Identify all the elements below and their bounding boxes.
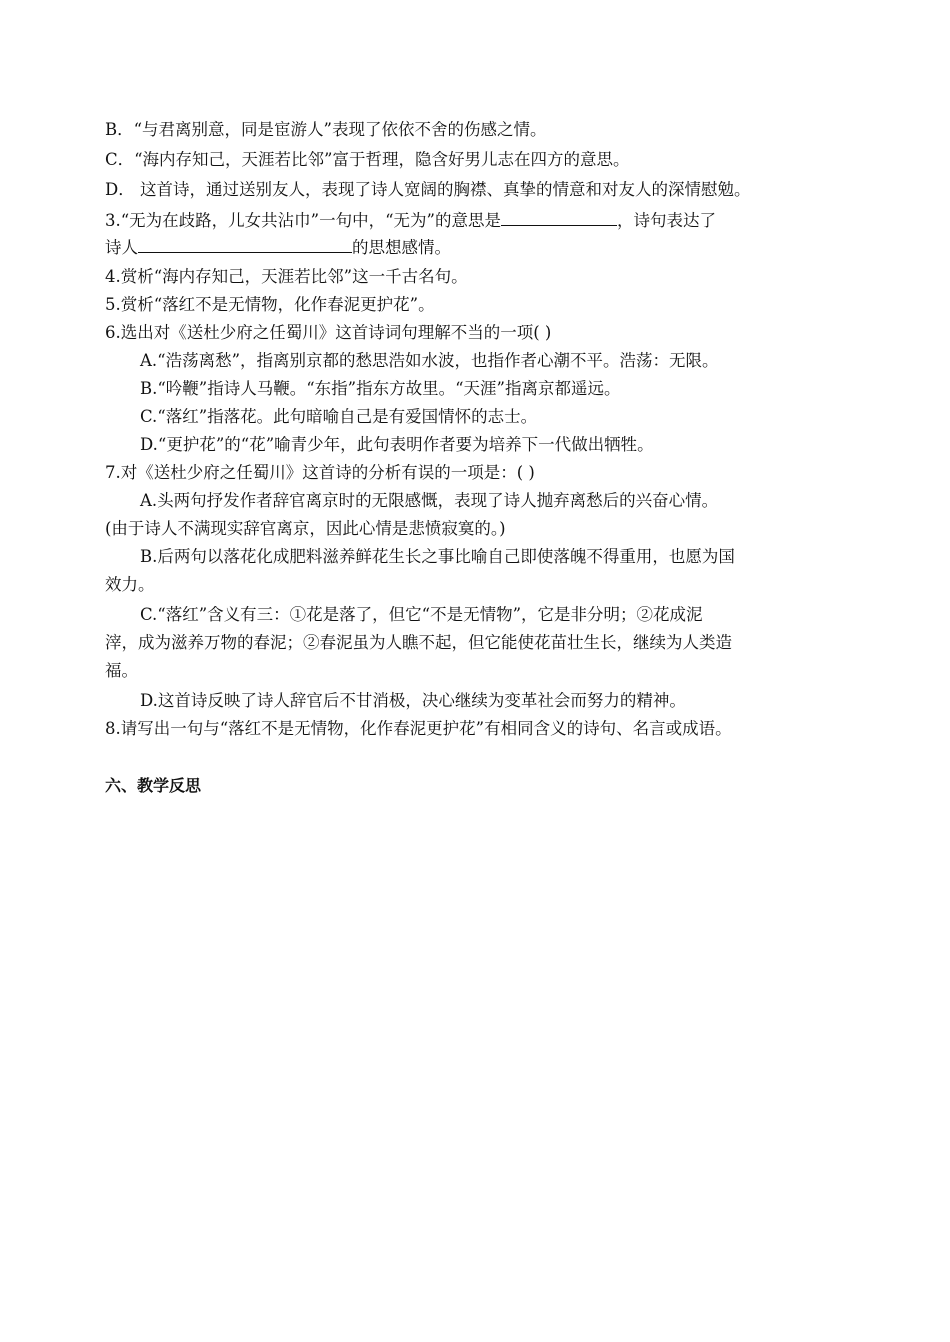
question-4: 4.赏析“海内存知己，天涯若比邻”这一千古名句。 (105, 267, 468, 286)
option-c: C．“海内存知己，天涯若比邻”富于哲理，隐含好男儿志在四方的意思。 (105, 150, 630, 169)
option-b: B．“与君离别意，同是宦游人”表现了依依不舍的伤感之情。 (105, 120, 547, 139)
question-6-option-d: D.“更护花”的“花”喻青少年，此句表明作者要为培养下一代做出牺牲。 (140, 435, 654, 454)
question-3-line-1 (105, 209, 716, 232)
answer-blank-2[interactable] (138, 236, 352, 253)
question-5: 5.赏析“落红不是无情物，化作春泥更护花”。 (105, 295, 435, 314)
question-7-option-c-line-2: 滓，成为滋养万物的春泥；②春泥虽为人瞧不起，但它能使花苗壮生长，继续为人类造 (105, 633, 732, 652)
question-8: 8.请写出一句与“落红不是无情物，化作春泥更护花”有相同含义的诗句、名言或成语。 (105, 719, 732, 738)
question-3-text-d: 的思想感情。 (352, 238, 451, 257)
question-3-text-c: 诗人 (105, 238, 138, 257)
answer-blank-1[interactable] (501, 209, 617, 226)
question-7-option-c-line-3: 福。 (105, 661, 138, 680)
question-7: 7.对《送杜少府之任蜀川》这首诗的分析有误的一项是：( ) (105, 463, 535, 482)
question-3-text-b: ，诗句表达了 (616, 211, 716, 230)
question-7-option-a: A.头两句抒发作者辞官离京时的无限感慨，表现了诗人抛弃离愁后的兴奋心情。 (140, 491, 719, 510)
question-3-line-2 (105, 236, 451, 259)
section-heading-reflection: 六、教学反思 (105, 776, 202, 795)
question-6-option-c: C.“落红”指落花。此句暗喻自己是有爱国情怀的志士。 (140, 407, 538, 426)
question-7-option-d: D.这首诗反映了诗人辞官后不甘消极，决心继续为变革社会而努力的精神。 (140, 691, 686, 710)
question-7-note: (由于诗人不满现实辞官离京，因此心情是悲愤寂寞的。) (105, 519, 506, 538)
question-7-option-b-line-1: B.后两句以落花化成肥料滋养鲜花生长之事比喻自己即使落魄不得重用，也愿为国 (140, 547, 735, 566)
question-7-option-c-line-1: C.“落红”含义有三：①花是落了，但它“不是无情物”，它是非分明；②花成泥 (140, 605, 703, 624)
question-7-option-b-line-2: 效力。 (105, 575, 155, 594)
question-6-option-b: B.“吟鞭”指诗人马鞭。“东指”指东方故里。“天涯”指离京都遥远。 (140, 379, 621, 398)
question-6-option-a: A.“浩荡离愁”，指离别京都的愁思浩如水波，也指作者心潮不平。浩荡：无限。 (140, 351, 719, 370)
question-6: 6.选出对《送杜少府之任蜀川》这首诗词句理解不当的一项( ) (105, 323, 552, 342)
question-3-text-a: 3.“无为在歧路，儿女共沾巾”一句中，“无为”的意思是 (105, 211, 501, 230)
option-d: D． 这首诗，通过送别友人，表现了诗人宽阔的胸襟、真挚的情意和对友人的深情慰勉。 (105, 180, 751, 199)
